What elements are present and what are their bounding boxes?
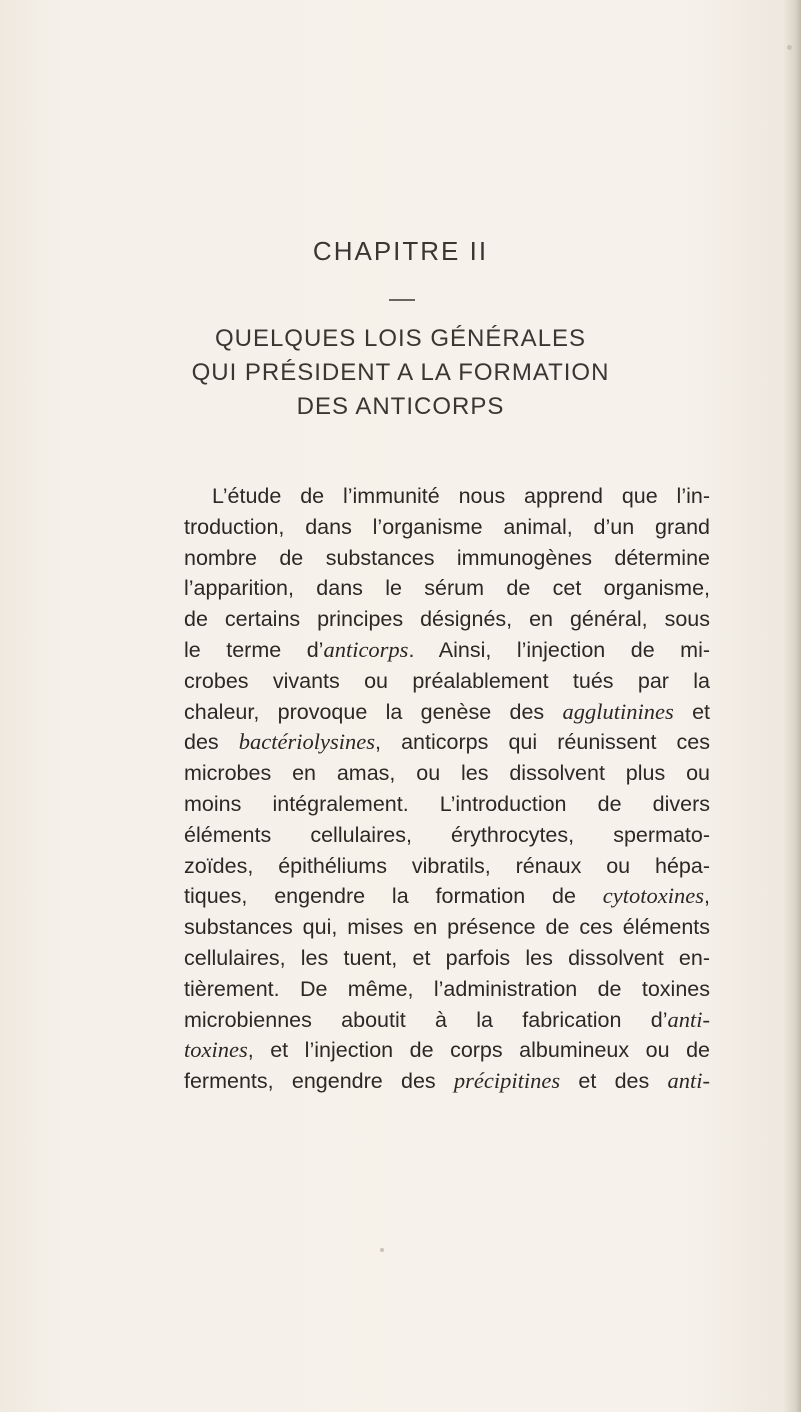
text-run: , et l’injection de corps albumineux ou de [247,1038,710,1063]
paragraph-line [184,481,710,512]
italic-term: anticorps [323,636,409,662]
chapter-title [0,322,801,424]
text-run: le terme d’ [184,637,324,662]
paragraph-line [184,820,710,851]
page-edge-shadow [783,0,801,1412]
text-run: chaleur, provoque la genèse des [184,699,563,724]
text-run: ferments, engendre des [184,1069,454,1094]
text-run: moins intégralement. L’introduction de divers [184,791,710,816]
italic-term: bactériolysines [238,729,376,755]
heading-divider [389,299,415,301]
text-run: troduction, dans l’organisme animal, d’un grand [184,514,710,539]
chapter-title-line: QUELQUES LOIS GÉNÉRALES [214,325,587,352]
text-run: , [704,884,710,909]
paragraph-line [184,789,710,820]
text-run: et [673,699,711,724]
paragraph-line [184,758,710,789]
paragraph-line [184,604,710,635]
paragraph-line [184,1005,710,1036]
text-run: éléments cellulaires, érythrocytes, spermato- [184,822,710,847]
italic-term: précipitines [453,1068,561,1094]
paragraph-line [184,573,710,604]
text-run: . Ainsi, l’injection de mi- [408,637,711,662]
text-run: L’étude de l’immunité nous apprend que l’in- [212,484,710,508]
paragraph-line [184,697,710,728]
text-run: des [184,730,239,755]
text-run: microbiennes aboutit à la fabrication d’ [184,1007,668,1032]
italic-term: anti- [667,1006,710,1032]
text-run: substances qui, mises en présence de ces éléments [184,915,710,940]
text-run: de certains principes désignés, en général, sous [184,607,710,632]
text-run: microbes en amas, ou les dissolvent plus ou [184,761,710,786]
paragraph-line [184,727,710,758]
paragraph-line [184,881,710,912]
chapter-title-line: QUI PRÉSIDENT A LA FORMATION [191,359,610,386]
chapter-title-line: DES ANTICORPS [296,393,505,420]
text-run: zoïdes, épithéliums vibratils, rénaux ou hépa- [184,853,710,878]
paragraph-line [184,912,710,943]
paper-speck [787,45,792,50]
paper-speck [380,1248,384,1252]
paragraph-line [184,635,710,666]
paragraph-line [184,666,710,697]
text-run: tiques, engendre la formation de [184,884,603,909]
text-run: , anticorps qui réunissent ces [375,730,711,755]
paragraph-line [184,543,710,574]
italic-term: toxines [184,1037,248,1063]
italic-term: cytotoxines [602,883,705,909]
text-run: tièrement. De même, l’administration de toxines [184,976,710,1001]
italic-term: anti- [667,1068,710,1094]
text-run: crobes vivants ou préalablement tués par la [184,668,710,693]
paragraph-line [184,943,710,974]
paragraph-line [184,974,710,1005]
paragraph-line [184,851,710,882]
paragraph-line [184,512,710,543]
body-paragraph [184,481,710,1097]
text-run: cellulaires, les tuent, et parfois les dissolvent en- [184,945,710,970]
text-run: nombre de substances immunogènes détermine [184,545,710,570]
text-run: et des [560,1069,668,1094]
paragraph-line [184,1035,710,1066]
italic-term: agglutinines [562,698,674,724]
text-run: l’apparition, dans le sérum de cet organisme, [184,576,710,601]
paragraph-line [184,1066,710,1097]
chapter-heading: CHAPITRE II [312,236,489,266]
